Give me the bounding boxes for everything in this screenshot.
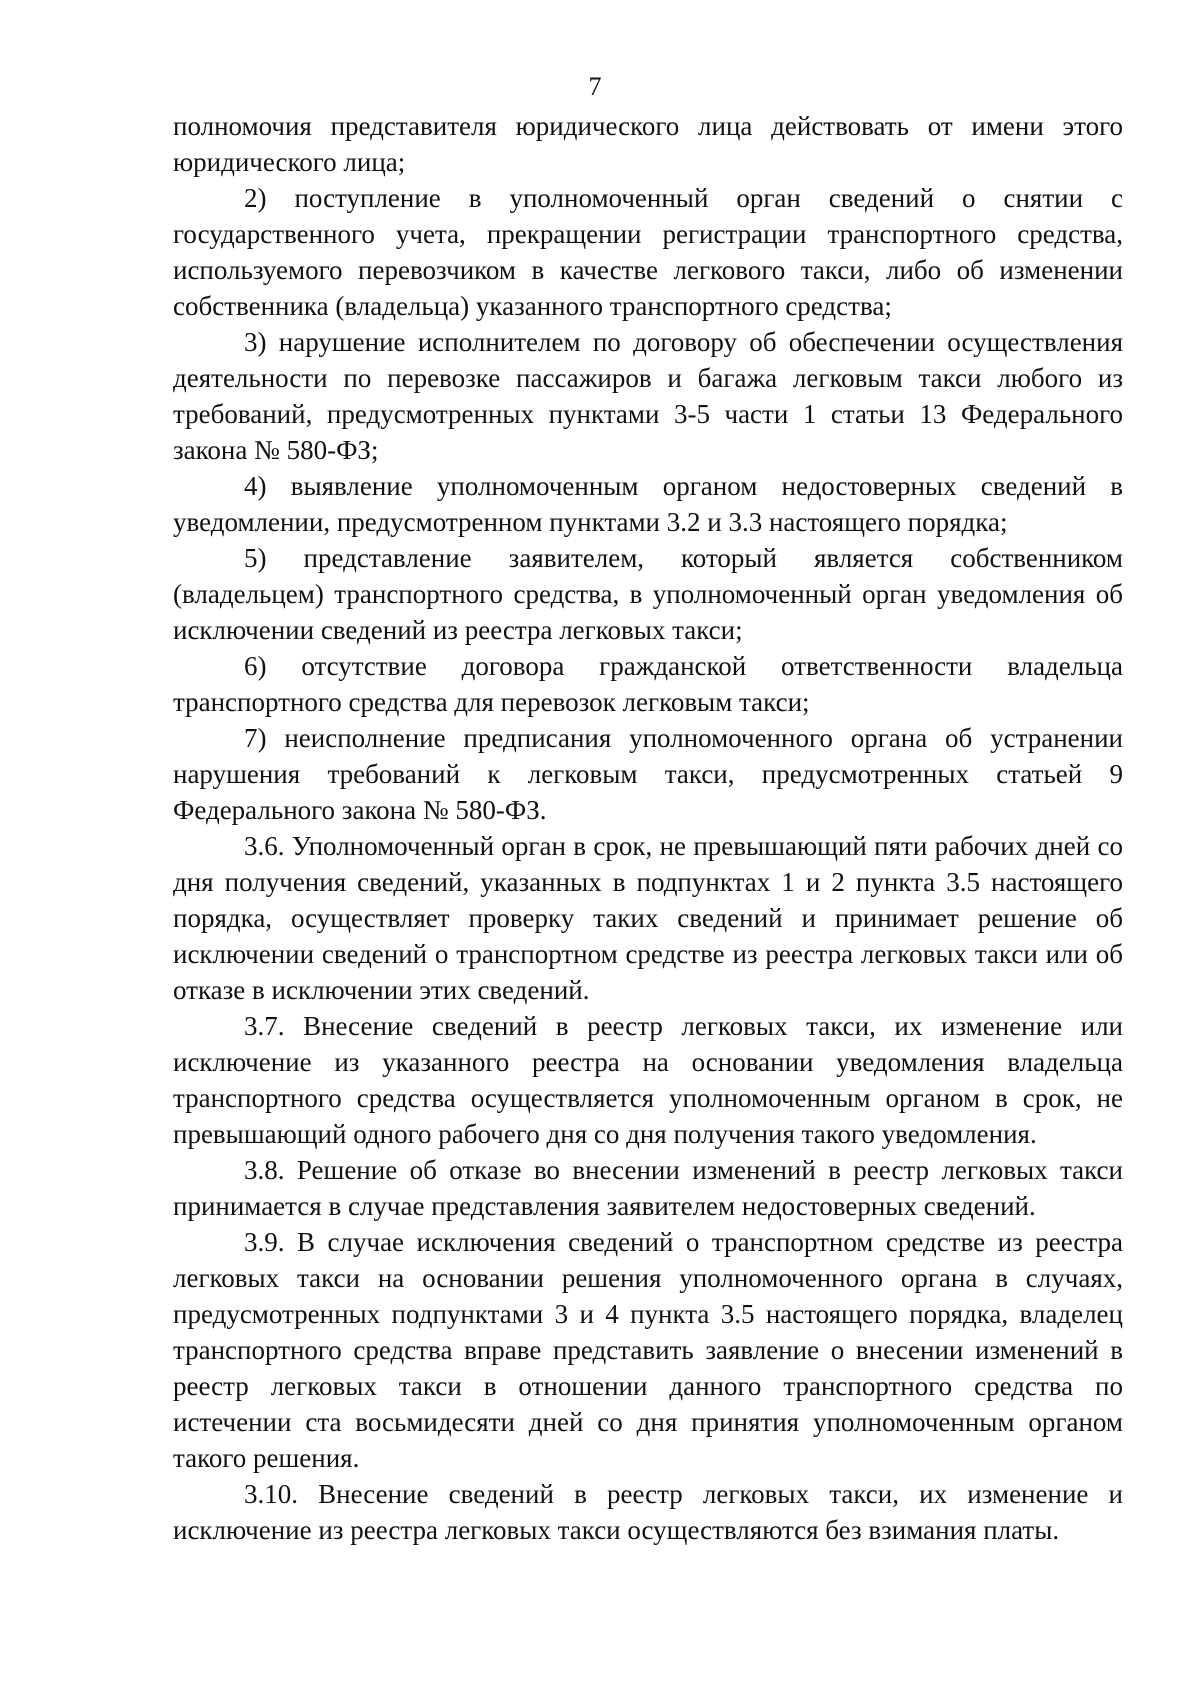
- paragraph-3-10: 3.10. Внесение сведений в реестр легковых такси, их изменение и исключение из реестра легковых такси осуществляются без взимания платы.: [173, 1479, 1123, 1545]
- paragraph-3-6: 3.6. Уполномоченный орган в срок, не превышающий пяти рабочих дней со дня получения сведений, указанных в подпунктах 1 и 2 пункта 3.5 настоящего порядка, осуществляет проверку таких сведений и принимает решение об исключении сведений о транспортном средстве из реестра легковых такси или об отказе в исключении этих сведений.: [173, 831, 1123, 1005]
- paragraph-3-9: 3.9. В случае исключения сведений о транспортном средстве из реестра легковых такси на основании решения уполномоченного органа в случаях, предусмотренных подпунктами 3 и 4 пункта 3.5 настоящего порядка, владелец транспортного средства вправе представить заявление о внесении изменений в реестр легковых такси в отношении данного транспортного средства по истечении ста восьмидесяти дней со дня принятия уполномоченным органом такого решения.: [173, 1227, 1123, 1473]
- paragraph-3-7: 3.7. Внесение сведений в реестр легковых такси, их изменение или исключение из указанного реестра на основании уведомления владельца транспортного средства осуществляется уполномоченным органом в срок, не превышающий одного рабочего дня со дня получения такого уведомления.: [173, 1011, 1123, 1149]
- paragraph-item-5: 5) представление заявителем, который является собственником (владельцем) транспортного средства, в уполномоченный орган уведомления об исключении сведений из реестра легковых такси;: [173, 543, 1123, 645]
- paragraph-item-2: 2) поступление в уполномоченный орган сведений о снятии с государственного учета, прекращении регистрации транспортного средства, используемого перевозчиком в качестве легкового такси, либо об изменении собственника (владельца) указанного транспортного средства;: [173, 183, 1123, 321]
- paragraph-item-6: 6) отсутствие договора гражданской ответственности владельца транспортного средства для перевозок легковым такси;: [173, 651, 1123, 717]
- page-number: 7: [588, 72, 602, 101]
- paragraph-item-3: 3) нарушение исполнителем по договору об обеспечении осуществления деятельности по перевозке пассажиров и багажа легковым такси любого из требований, предусмотренных пунктами 3-5 части 1 статьи 13 Федерального закона № 580-ФЗ;: [173, 327, 1123, 465]
- paragraph-item-4: 4) выявление уполномоченным органом недостоверных сведений в уведомлении, предусмотренном пунктами 3.2 и 3.3 настоящего порядка;: [173, 471, 1123, 537]
- paragraph-item-7: 7) неисполнение предписания уполномоченного органа об устранении нарушения требований к легковым такси, предусмотренных статьей 9 Федерального закона № 580-ФЗ.: [173, 723, 1123, 825]
- paragraph-3-8: 3.8. Решение об отказе во внесении изменений в реестр легковых такси принимается в случае представления заявителем недостоверных сведений.: [173, 1155, 1123, 1221]
- document-body: [173, 108, 1123, 1548]
- paragraph-continuation: полномочия представителя юридического лица действовать от имени этого юридического лица;: [173, 111, 1123, 177]
